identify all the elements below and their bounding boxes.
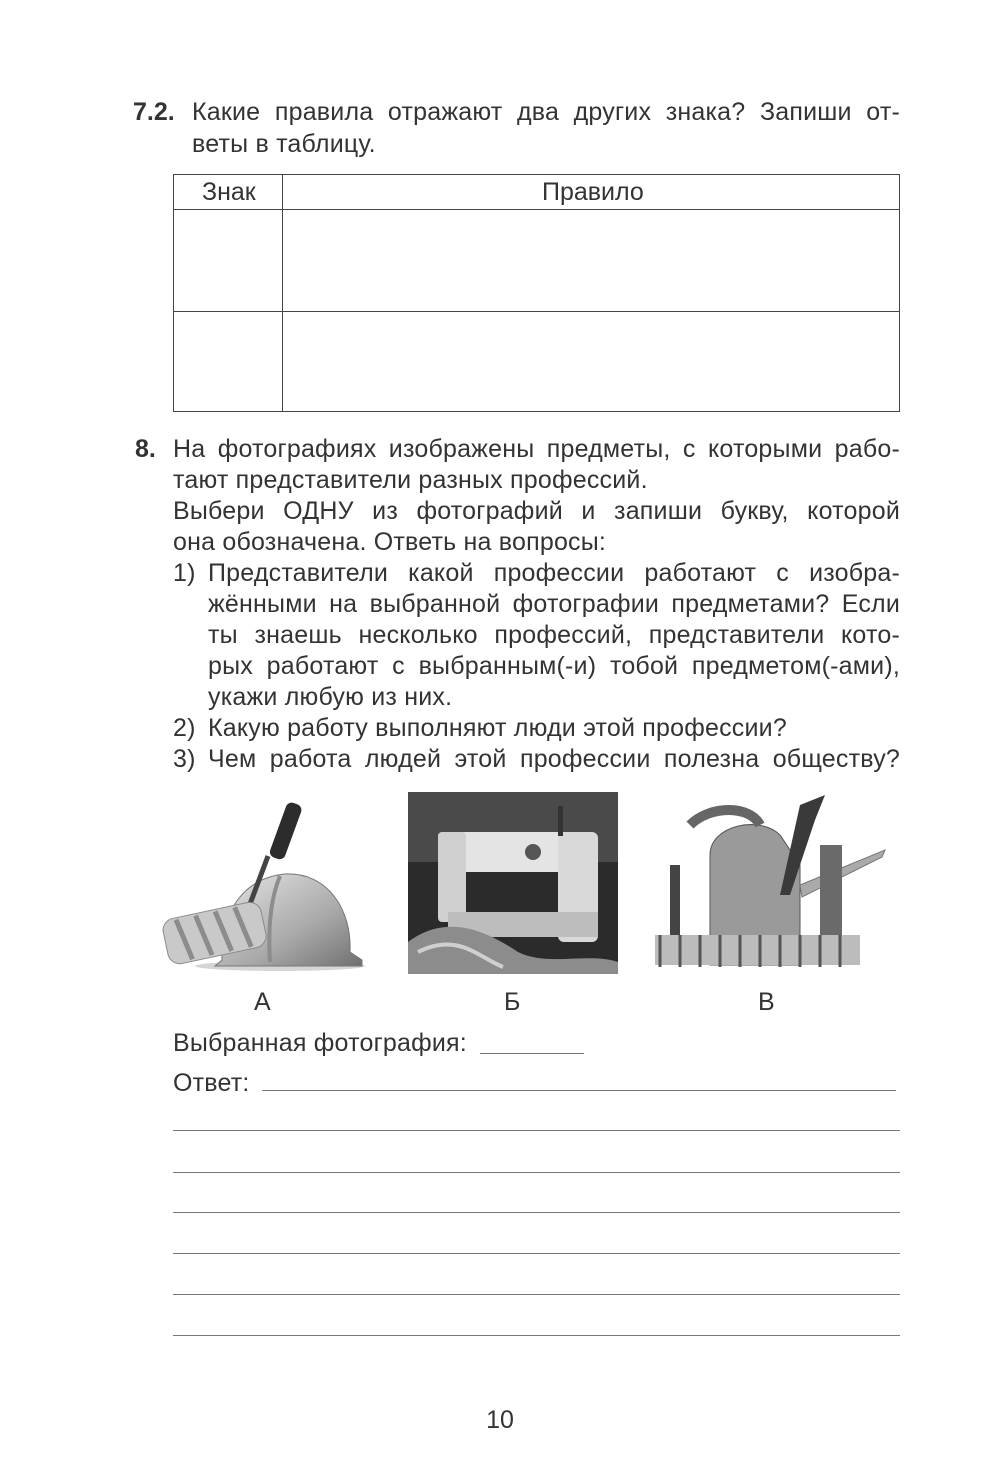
photo-b-label: Б [504, 988, 521, 1016]
question-3-number: 3) [173, 745, 196, 773]
question-1-number: 1) [173, 559, 196, 587]
table-header-divider [174, 209, 899, 210]
answer-line-6[interactable] [173, 1294, 900, 1295]
task-8-line3: Выбери ОДНУ из фотографий и запиши букву, которой [173, 497, 900, 525]
table-header-rule: Правило [542, 178, 644, 206]
photo-c-garden-tools[interactable] [650, 795, 890, 970]
chosen-photo-input-line[interactable] [480, 1053, 584, 1054]
task-8-line2: тают представители разных профессий. [173, 466, 648, 494]
table-cell-sign-1[interactable] [174, 211, 281, 310]
question-1-line3: ты знаешь несколько профессий, представители кото- [208, 621, 900, 649]
task-7-2-text-line2: веты в таблицу. [192, 130, 376, 158]
table-header-sign: Знак [202, 178, 256, 206]
photo-a-label: А [254, 988, 271, 1016]
table-cell-rule-1[interactable] [284, 211, 898, 310]
question-1-line1: Представители какой профессии работают с изобра- [208, 559, 900, 587]
answer-label: Ответ: [173, 1069, 250, 1097]
question-2-number: 2) [173, 714, 196, 742]
question-3-text: Чем работа людей этой профессии полезна обществу? [208, 745, 900, 773]
table-cell-rule-2[interactable] [284, 313, 898, 410]
answer-line-4[interactable] [173, 1212, 900, 1213]
photo-c-label: В [758, 988, 775, 1016]
answer-line-5[interactable] [173, 1253, 900, 1254]
table-row-divider [174, 311, 899, 312]
answer-line-1[interactable] [262, 1090, 896, 1091]
chosen-photo-label: Выбранная фотография: [173, 1029, 467, 1057]
task-8-number: 8. [135, 435, 156, 463]
photo-b-sewing-machine[interactable] [408, 792, 618, 974]
page-number: 10 [486, 1406, 514, 1434]
task-7-2-number: 7.2. [133, 98, 175, 126]
question-2-text: Какую работу выполняют люди этой профессии? [208, 714, 787, 742]
answer-line-2[interactable] [173, 1130, 900, 1131]
table-cell-sign-2[interactable] [174, 313, 281, 410]
task-8-line4: она обозначена. Ответь на вопросы: [173, 528, 607, 556]
question-1-line4: рых работают с выбранным(-и) тобой предметом(-ами), [208, 652, 900, 680]
task-7-2-text-line1: Какие правила отражают два других знака? Запиши от- [192, 98, 900, 126]
answer-line-3[interactable] [173, 1172, 900, 1173]
answer-table [173, 174, 900, 412]
task-8-line1: На фотографиях изображены предметы, с которыми рабо- [173, 435, 900, 463]
table-column-divider [282, 175, 283, 411]
question-1-line2: жёнными на выбранной фотографии предметами? Если [208, 590, 900, 618]
photo-a-helmet-roller[interactable] [160, 800, 365, 972]
question-1-line5: укажи любую из них. [208, 683, 453, 711]
answer-line-7[interactable] [173, 1335, 900, 1336]
